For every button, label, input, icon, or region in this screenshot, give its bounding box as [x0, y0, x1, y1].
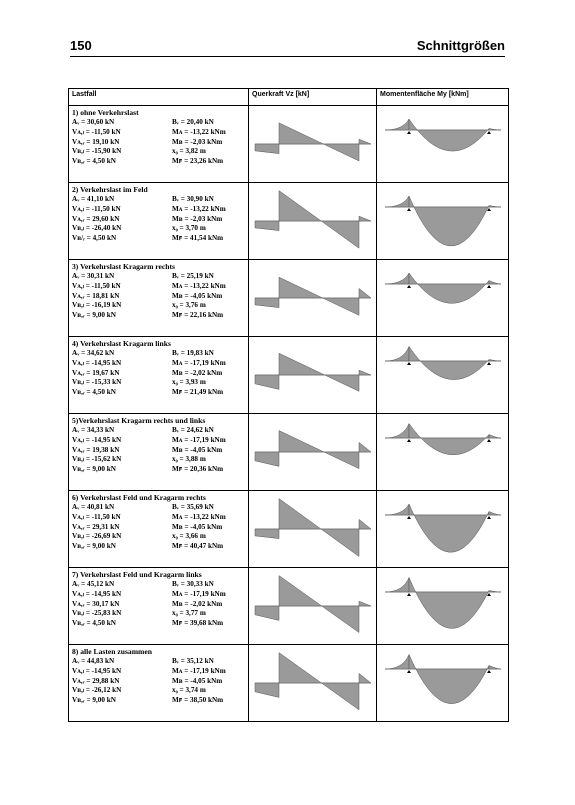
shear-diagram — [249, 106, 375, 182]
support-a-icon — [407, 208, 411, 211]
shear-diagram — [249, 491, 375, 567]
support-b-icon — [487, 362, 491, 365]
moment-field-area — [409, 578, 489, 629]
support-a-icon — [407, 285, 411, 288]
shear-cantilever-left — [255, 375, 279, 389]
case-value-left: Vв,ₗ = -16,19 kN — [72, 301, 122, 310]
case-value-right: x₀ = 3,74 m — [172, 686, 206, 695]
case-value-right: Mᴀ = -17,19 kNm — [172, 358, 226, 367]
moment-cantilever-right — [489, 281, 501, 285]
case-value-right: Mв = -2,02 kNm — [172, 368, 223, 377]
moment-diagram — [377, 645, 507, 721]
moment-diagram — [377, 337, 507, 413]
shear-diagram-cell — [249, 183, 377, 260]
case-value-left: Aᵥ = 30,31 kN — [72, 272, 115, 280]
case-values-cell — [69, 337, 249, 414]
moment-field-area — [409, 655, 489, 704]
moment-cantilever-right — [489, 591, 501, 593]
moment-field-area — [409, 119, 489, 151]
moment-cantilever-left — [385, 196, 409, 207]
moment-cantilever-left — [385, 273, 409, 284]
moment-field-area — [409, 504, 489, 552]
moment-diagram-cell — [377, 260, 509, 337]
moment-cantilever-right — [489, 360, 501, 362]
shear-positive-area — [279, 123, 323, 144]
case-value-right: Mꜰ = 40,47 kNm — [172, 542, 224, 551]
moment-cantilever-right — [489, 206, 501, 208]
moment-diagram-cell — [377, 106, 509, 183]
case-value-left: Vв,ᵣ = 9,00 kN — [72, 542, 116, 551]
case-title: 3) Verkehrslast Kragarm rechts — [72, 262, 175, 271]
shear-diagram — [249, 337, 375, 413]
case-value-right: Mꜰ = 20,36 kNm — [172, 465, 224, 474]
case-value-right: Mв = -2,02 kNm — [172, 599, 223, 608]
shear-diagram-cell — [249, 414, 377, 491]
shear-negative-area — [325, 375, 359, 391]
table-row — [69, 491, 509, 568]
page-header — [70, 38, 505, 56]
case-value-right: Mᴀ = -13,22 kNm — [172, 127, 226, 136]
moment-diagram — [377, 414, 507, 490]
table-header-row — [69, 89, 509, 106]
support-a-icon — [407, 131, 411, 134]
case-value-left: Vᴀ,ₗ = -11,50 kN — [72, 281, 121, 290]
case-value-right: Mᴀ = -13,22 kNm — [172, 512, 226, 521]
case-value-right: Mв = -2,03 kNm — [172, 137, 223, 146]
case-value-left: Vᴀ,ᵣ = 29,31 kN — [72, 522, 120, 531]
shear-positive-area — [279, 576, 322, 606]
case-value-right: Mꜰ = 38,50 kNm — [172, 696, 224, 705]
case-value-right: Mв = -4,05 kNm — [172, 291, 223, 300]
table-row — [69, 183, 509, 260]
case-value-right: Mᴀ = -17,19 kNm — [172, 666, 226, 675]
case-value-left: Vᴀ,ᵣ = 19,38 kN — [72, 445, 120, 454]
case-value-left: Vв,ₗ = -25,83 kN — [72, 609, 122, 618]
case-value-right: Mꜰ = 39,68 kNm — [172, 619, 224, 628]
case-value-right: x₀ = 3,93 m — [172, 378, 206, 387]
case-value-right: Mв = -4,05 kNm — [172, 522, 223, 531]
moment-cantilever-right — [489, 666, 501, 670]
header-rule — [70, 56, 505, 57]
moment-cantilever-left — [385, 424, 409, 439]
moment-cantilever-left — [385, 119, 409, 130]
case-value-right: x₀ = 3,82 m — [172, 147, 206, 156]
shear-negative-area — [321, 683, 359, 710]
case-value-left: Vв/ᵣ = 4,50 kN — [72, 234, 117, 243]
shear-cantilever-left — [255, 683, 279, 697]
case-value-right: x₀ = 3,66 m — [172, 532, 206, 541]
case-value-left: Vв,ᵣ = 9,00 kN — [72, 311, 116, 320]
support-a-icon — [407, 516, 411, 519]
moment-diagram-cell — [377, 568, 509, 645]
case-value-left: Vᴀ,ᵣ = 29,88 kN — [72, 676, 120, 685]
case-value-left: Aᵥ = 40,81 kN — [72, 503, 115, 511]
table-row — [69, 414, 509, 491]
shear-diagram-cell — [249, 568, 377, 645]
case-value-right: Mᴀ = -17,19 kNm — [172, 435, 226, 444]
table-row — [69, 337, 509, 414]
case-title: 6) Verkehrslast Feld und Kragarm rechts — [72, 493, 206, 502]
case-title: 2) Verkehrslast im Feld — [72, 185, 148, 194]
shear-cantilever-left — [255, 221, 279, 231]
case-value-right: Mᴀ = -13,22 kNm — [172, 204, 226, 213]
case-value-right: Mꜰ = 41,54 kNm — [172, 234, 224, 243]
case-value-right: Bᵥ = 19,83 kN — [172, 349, 214, 357]
col-header-moment: Momentenfläche My [kNm] — [377, 89, 509, 106]
table-row — [69, 106, 509, 183]
support-b-icon — [487, 670, 491, 673]
shear-positive-area — [279, 277, 323, 298]
case-value-left: Aᵥ = 45,12 kN — [72, 580, 115, 588]
case-value-right: Mᴀ = -17,19 kNm — [172, 589, 226, 598]
shear-cantilever-right — [359, 673, 371, 683]
case-value-left: Vᴀ,ₗ = -14,95 kN — [72, 435, 122, 444]
shear-negative-area — [322, 606, 359, 633]
case-value-right: Mꜰ = 21,49 kNm — [172, 388, 224, 397]
support-b-icon — [487, 439, 491, 442]
col-header-case: Lastfall — [69, 89, 249, 106]
case-value-left: Aᵥ = 34,33 kN — [72, 426, 115, 434]
moment-cantilever-left — [385, 504, 409, 515]
case-values-cell — [69, 260, 249, 337]
case-value-right: Bᵥ = 35,69 kN — [172, 503, 214, 511]
case-title: 1) ohne Verkehrslast — [72, 108, 139, 117]
case-values-cell — [69, 106, 249, 183]
shear-positive-area — [279, 431, 324, 452]
shear-positive-area — [279, 191, 321, 221]
case-value-right: Mв = -4,05 kNm — [172, 445, 223, 454]
moment-diagram-cell — [377, 645, 509, 722]
moment-cantilever-left — [385, 578, 409, 593]
support-a-icon — [407, 362, 411, 365]
shear-negative-area — [324, 452, 359, 469]
shear-cantilever-right — [359, 288, 371, 298]
case-value-right: Bᵥ = 25,19 kN — [172, 272, 214, 280]
case-values-cell — [69, 183, 249, 260]
case-value-right: x₀ = 3,70 m — [172, 224, 206, 233]
case-value-left: Aᵥ = 44,83 kN — [72, 657, 115, 665]
shear-cantilever-left — [255, 144, 279, 154]
support-b-icon — [487, 131, 491, 134]
moment-cantilever-right — [489, 129, 501, 131]
support-b-icon — [487, 516, 491, 519]
case-value-left: Vᴀ,ₗ = -14,95 kN — [72, 358, 122, 367]
moment-cantilever-left — [385, 347, 409, 362]
shear-diagram — [249, 260, 375, 336]
moment-diagram — [377, 491, 507, 567]
table-row — [69, 260, 509, 337]
case-value-left: Vв,ₗ = -15,62 kN — [72, 455, 122, 464]
case-value-left: Vв,ₗ = -26,12 kN — [72, 686, 122, 695]
moment-diagram-cell — [377, 337, 509, 414]
shear-cantilever-right — [359, 601, 371, 606]
shear-cantilever-right — [359, 370, 371, 375]
case-values-cell — [69, 645, 249, 722]
shear-negative-area — [323, 298, 359, 315]
case-value-right: Bᵥ = 20,40 kN — [172, 118, 214, 126]
case-value-right: Mᴀ = -13,22 kNm — [172, 281, 226, 290]
moment-diagram — [377, 260, 507, 336]
shear-cantilever-left — [255, 452, 279, 466]
moment-diagram — [377, 568, 507, 644]
case-value-left: Vв,ᵣ = 4,50 kN — [72, 388, 116, 397]
case-value-right: Bᵥ = 30,33 kN — [172, 580, 214, 588]
shear-positive-area — [279, 353, 325, 375]
case-title: 4) Verkehrslast Kragarm links — [72, 339, 171, 348]
shear-diagram-cell — [249, 337, 377, 414]
case-value-left: Vв,ₗ = -15,90 kN — [72, 147, 122, 156]
case-value-left: Vᴀ,ₗ = -14,95 kN — [72, 589, 122, 598]
table-row — [69, 568, 509, 645]
case-value-right: Mв = -2,03 kNm — [172, 214, 223, 223]
shear-negative-area — [321, 529, 359, 557]
moment-diagram-cell — [377, 491, 509, 568]
case-value-left: Aᵥ = 41,10 kN — [72, 195, 115, 203]
shear-diagram-cell — [249, 106, 377, 183]
shear-cantilever-right — [359, 139, 371, 144]
case-title: 8) alle Lasten zusammen — [72, 647, 152, 656]
case-title: 5)Verkehrslast Kragarm rechts und links — [72, 416, 206, 425]
moment-diagram — [377, 183, 507, 259]
shear-cantilever-left — [255, 606, 279, 620]
shear-cantilever-right — [359, 519, 371, 529]
load-case-table — [68, 88, 509, 722]
shear-negative-area — [321, 221, 359, 248]
moment-field-area — [409, 424, 489, 455]
case-value-left: Vв,ₗ = -26,40 kN — [72, 224, 122, 233]
case-value-left: Vᴀ,ᵣ = 30,17 kN — [72, 599, 120, 608]
case-value-right: x₀ = 3,77 m — [172, 609, 206, 618]
moment-field-area — [409, 273, 489, 303]
support-b-icon — [487, 285, 491, 288]
shear-diagram — [249, 183, 375, 259]
moment-cantilever-right — [489, 435, 501, 439]
case-value-left: Vᴀ,ᵣ = 19,10 kN — [72, 137, 120, 146]
col-header-shear: Querkraft Vz [kN] — [249, 89, 377, 106]
case-value-right: Mꜰ = 23,26 kNm — [172, 157, 224, 166]
case-values-cell — [69, 491, 249, 568]
case-value-right: Mв = -4,05 kNm — [172, 676, 223, 685]
case-value-left: Vᴀ,ₗ = -11,50 kN — [72, 512, 121, 521]
table-row — [69, 645, 509, 722]
chapter-title: Schnittgrößen — [416, 38, 505, 53]
case-value-right: x₀ = 3,76 m — [172, 301, 206, 310]
case-value-right: Mꜰ = 22,16 kNm — [172, 311, 224, 320]
moment-diagram-cell — [377, 414, 509, 491]
shear-diagram-cell — [249, 645, 377, 722]
support-a-icon — [407, 670, 411, 673]
shear-diagram — [249, 414, 375, 490]
case-value-left: Vᴀ,ᵣ = 19,67 kN — [72, 368, 120, 377]
moment-field-area — [409, 347, 489, 380]
case-value-right: Bᵥ = 35,12 kN — [172, 657, 214, 665]
case-value-left: Vв,ᵣ = 9,00 kN — [72, 465, 116, 474]
case-value-left: Vᴀ,ₗ = -11,50 kN — [72, 204, 121, 213]
case-value-left: Vᴀ,ᵣ = 29,60 kN — [72, 214, 120, 223]
shear-cantilever-right — [359, 442, 371, 452]
case-value-left: Vᴀ,ᵣ = 18,81 kN — [72, 291, 120, 300]
shear-cantilever-left — [255, 529, 279, 539]
moment-diagram-cell — [377, 183, 509, 260]
case-value-left: Aᵥ = 30,60 kN — [72, 118, 115, 126]
case-value-right: Bᵥ = 24,62 kN — [172, 426, 214, 434]
shear-positive-area — [279, 499, 321, 529]
shear-diagram-cell — [249, 491, 377, 568]
case-value-left: Vв,ᵣ = 4,50 kN — [72, 619, 116, 628]
case-value-right: x₀ = 3,88 m — [172, 455, 206, 464]
page-number: 150 — [70, 38, 92, 53]
case-value-left: Vᴀ,ₗ = -11,50 kN — [72, 127, 121, 136]
case-value-left: Vв,ₗ = -15,33 kN — [72, 378, 122, 387]
support-a-icon — [407, 439, 411, 442]
case-values-cell — [69, 414, 249, 491]
case-value-left: Aᵥ = 34,62 kN — [72, 349, 115, 357]
case-value-left: Vᴀ,ₗ = -14,95 kN — [72, 666, 122, 675]
moment-field-area — [409, 196, 489, 246]
case-value-left: Vв,ᵣ = 4,50 kN — [72, 157, 116, 166]
shear-positive-area — [279, 653, 321, 683]
shear-diagram-cell — [249, 260, 377, 337]
shear-diagram — [249, 645, 375, 721]
case-values-cell — [69, 568, 249, 645]
case-title: 7) Verkehrslast Feld und Kragarm links — [72, 570, 202, 579]
shear-cantilever-right — [359, 216, 371, 221]
case-value-left: Vв,ₗ = -26,69 kN — [72, 532, 122, 541]
case-value-right: Bᵥ = 30,90 kN — [172, 195, 214, 203]
support-a-icon — [407, 593, 411, 596]
shear-cantilever-left — [255, 298, 279, 308]
moment-cantilever-right — [489, 512, 501, 516]
case-value-left: Vв,ᵣ = 9,00 kN — [72, 696, 116, 705]
moment-cantilever-left — [385, 655, 409, 670]
shear-negative-area — [323, 144, 359, 161]
shear-diagram — [249, 568, 375, 644]
moment-diagram — [377, 106, 507, 182]
